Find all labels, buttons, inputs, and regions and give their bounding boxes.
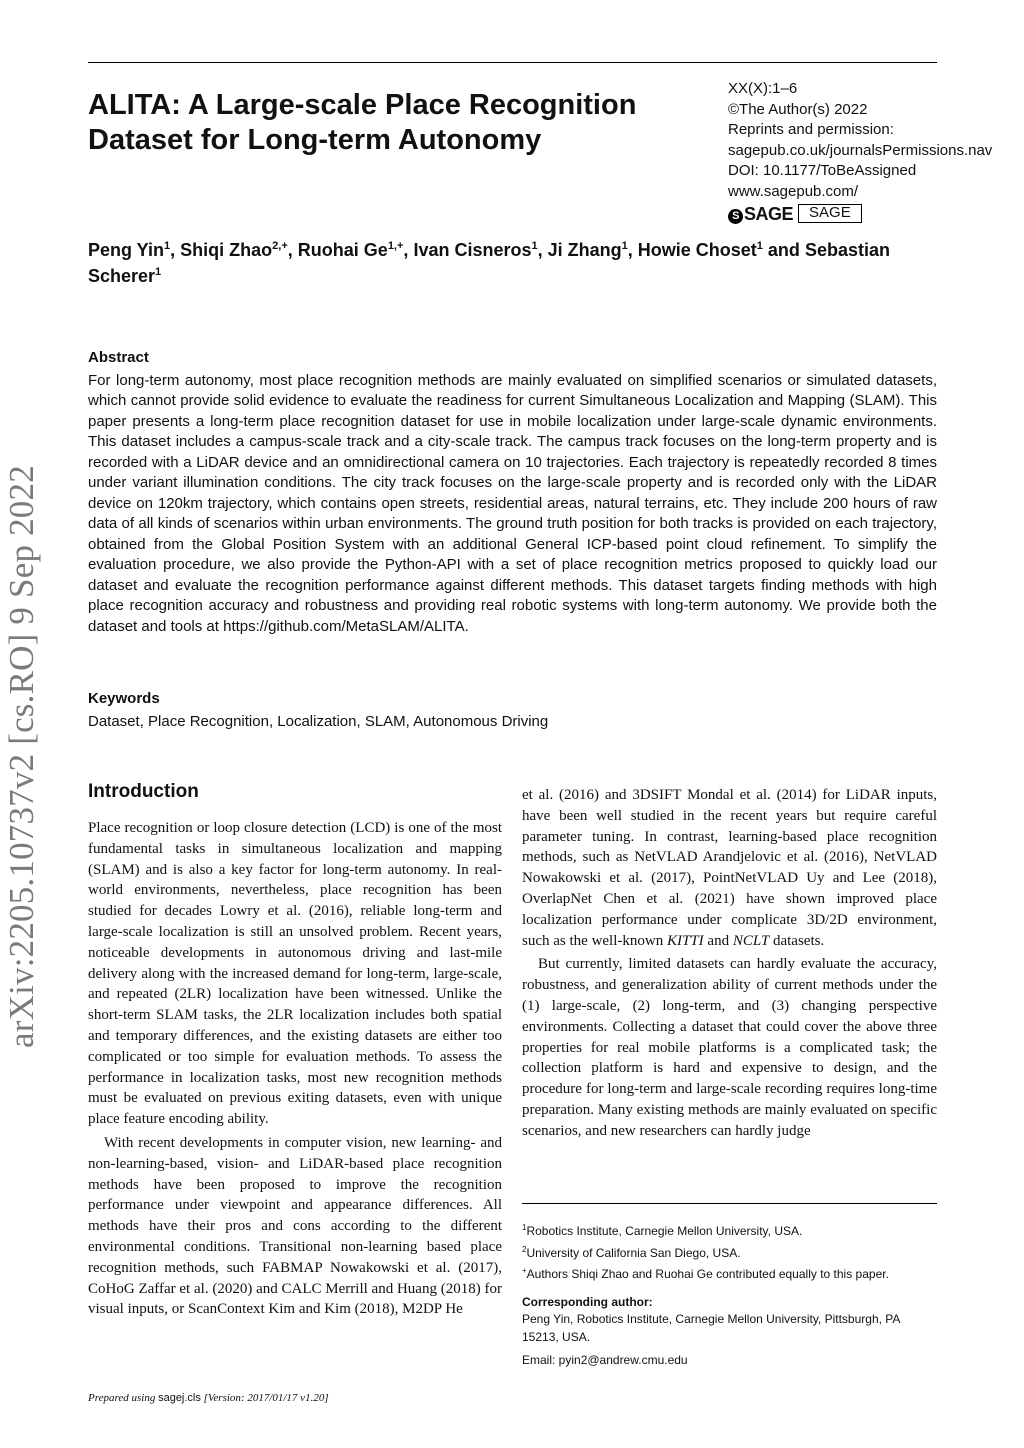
author-affiliation-mark: 1 bbox=[531, 240, 538, 252]
corresponding-author-address: Peng Yin, Robotics Institute, Carnegie Mellon University, Pittsburgh, PA 15213, USA. bbox=[522, 1312, 900, 1344]
introduction-heading: Introduction bbox=[88, 781, 199, 802]
sage-circle-icon: S bbox=[728, 209, 743, 224]
author-list bbox=[88, 237, 938, 289]
corresponding-author-label: Corresponding author: bbox=[522, 1294, 653, 1309]
website: www.sagepub.com/ bbox=[728, 182, 859, 200]
intro-paragraph-3-end: datasets. bbox=[769, 932, 825, 949]
footnote-mark: + bbox=[522, 1266, 527, 1275]
author-affiliation-mark: 2,+ bbox=[272, 240, 288, 252]
sage-logo-row bbox=[728, 204, 992, 225]
prepared-using-footer bbox=[88, 1392, 329, 1404]
footnote-text: Robotics Institute, Carnegie Mellon University, USA. bbox=[526, 1224, 803, 1238]
kitti-dataset: KITTI bbox=[666, 932, 704, 949]
arxiv-stamp: arXiv:2205.10737v2 [cs.RO] 9 Sep 2022 bbox=[2, 465, 41, 1048]
keywords-label: Keywords bbox=[88, 690, 160, 707]
keywords-text: Dataset, Place Recognition, Localization, SLAM, Autonomous Driving bbox=[88, 712, 549, 730]
footnote-2 bbox=[522, 1241, 937, 1263]
corresponding-author-email: Email: pyin2@andrew.cmu.edu bbox=[522, 1353, 688, 1367]
author-affiliation-mark: 1 bbox=[164, 240, 171, 252]
author-name: Peng Yin bbox=[88, 240, 165, 260]
intro-paragraph-4: But currently, limited datasets can hardly evaluate the accuracy, robustness, and generalization ability of current methods under the (1) large-scale, (2) long-term, and (3) changing perspective environments. Collecting a dataset that could cover the above three properties for real mobile platforms is a complicated task; the collection platform is hard and expensive to design, and the procedure for long-term and large-scale recording requires long-time preparation. Many existing methods are mainly evaluated on specific scenarios, and new researchers can hardly judge bbox=[522, 956, 937, 1139]
footnote-1 bbox=[522, 1219, 937, 1241]
author-name: Shiqi Zhao bbox=[180, 240, 273, 260]
sage-box: SAGE bbox=[798, 204, 862, 223]
paper-title: ALITA: A Large-scale Place Recognition Dataset for Long-term Autonomy bbox=[88, 89, 637, 156]
prepared-prefix: Prepared using bbox=[88, 1392, 159, 1404]
author-separator: , bbox=[170, 240, 181, 260]
intro-paragraph-2: With recent developments in computer vision, new learning- and non-learning-based, vision- and LiDAR-based place recognition methods have been proposed to improve the recognition performance under viewpoint and appearance differences. All methods have their pros and cons according to the different environmental conditions. Transitional non-learning based place recognition methods, such FABMAP Nowakowski et al. (2017), CoHoG Zaffar et al. (2020) and CALC Merrill and Huang (2018) for visual inputs, or ScanContext Kim and Kim (2018), M2DP He bbox=[88, 1134, 502, 1318]
abstract bbox=[88, 348, 937, 637]
author-affiliation-mark: 1 bbox=[621, 240, 628, 252]
author-separator: , bbox=[403, 240, 414, 260]
author-separator: and bbox=[762, 240, 805, 260]
footnote-text: University of California San Diego, USA. bbox=[526, 1245, 741, 1260]
author-affiliation-mark: 1,+ bbox=[387, 240, 404, 252]
author-separator: , bbox=[537, 240, 548, 260]
author-separator: , bbox=[287, 240, 298, 260]
abstract-text: For long-term autonomy, most place recognition methods are mainly evaluated on simplified scenarios or simulated datasets, which cannot provide solid evidence to evaluate the readiness for current Simultaneous Localization and Mapping (SLAM). This paper presents a long-term place recognition dataset for use in mobile localization under large-scale dynamic environments. This dataset includes a campus-scale track and a city-scale track. The campus track focuses on the long-term property and is recorded with a LiDAR device and an omnidirectional camera on 10 trajectories. Each trajectory is repeatedly recorded 8 times under variant illumination conditions. The city track focuses on the large-scale property and is recorded only with the LiDAR device on 120km trajectory, which contains open streets, residential areas, natural terrains, etc. They include 200 hours of raw data of all kinds of scenarios within urban environments. The ground truth position for both tracks is provided on each trajectory, obtained from the Global Position System with an additional General ICP-based point cloud refinement. To simplify the evaluation procedure, we also provide the Python-API with a set of place recognition metrics proposed to quickly load our dataset and evaluate the recognition performance against different methods. This dataset targets finding methods with high place recognition accuracy and robustness and providing real robotic systems with long-term autonomy. We provide both the dataset and tools at https://github.com/MetaSLAM/ALITA. bbox=[88, 371, 937, 635]
prepared-version: [Version: 2017/01/17 v1.20] bbox=[200, 1392, 329, 1404]
sage-logo bbox=[728, 204, 793, 225]
journal-meta bbox=[728, 79, 992, 224]
sage-logo-text: SAGE bbox=[744, 203, 794, 224]
footnote-rule bbox=[522, 1203, 937, 1204]
author-affiliation-mark: 1 bbox=[155, 266, 162, 278]
author-name: Ruohai Ge bbox=[297, 240, 388, 260]
footnote-mark: 1 bbox=[522, 1223, 527, 1232]
author-affiliation-mark: 1 bbox=[756, 240, 763, 252]
reprints-label: Reprints and permission: bbox=[728, 121, 894, 139]
doi: DOI: 10.1177/ToBeAssigned bbox=[728, 162, 917, 180]
footnote-3 bbox=[522, 1262, 937, 1284]
cls-filename: sagej.cls bbox=[158, 1392, 201, 1404]
author-name: Howie Choset bbox=[637, 240, 757, 260]
journal-volume: XX(X):1–6 bbox=[728, 80, 798, 97]
left-column bbox=[88, 818, 502, 1320]
author-name: Sebastian Scherer bbox=[88, 240, 890, 286]
footnote-mark: 2 bbox=[522, 1244, 527, 1254]
nclt-dataset: NCLT bbox=[732, 932, 770, 949]
author-separator: , bbox=[627, 240, 638, 260]
permissions-url: sagepub.co.uk/journalsPermissions.nav bbox=[728, 141, 993, 159]
top-rule bbox=[88, 62, 937, 63]
intro-paragraph-3-text: et al. (2016) and 3DSIFT Mondal et al. (2014) for LiDAR inputs, have been well studied in the recent years but require careful parameter tuning. In contrast, learning-based place recognition methods, such as NetVLAD Arandjelovic et al. (2016), NetVLAD Nowakowski et al. (2017), PointNetVLAD Uy and Lee (2018), OverlapNet Chen et al. (2021) have shown improved place localization performance under complicate 3D/2D environment, such as the well-known bbox=[522, 787, 937, 949]
intro-paragraph-3 bbox=[522, 785, 937, 951]
and-text: and bbox=[703, 932, 733, 949]
keywords bbox=[88, 689, 937, 732]
footnote-text: Authors Shiqi Zhao and Ruohai Ge contributed equally to this paper. bbox=[526, 1267, 889, 1281]
footnotes bbox=[522, 1219, 937, 1370]
intro-paragraph-1: Place recognition or loop closure detection (LCD) is one of the most fundamental tasks in simultaneous localization and mapping (SLAM) and is also a key factor for long-term autonomy. In real-world environments, nevertheless, place recognition has been studied for decades Lowry et al. (2016), reliable long-term and large-scale localization is still an unsolved problem. Recent years, noticeable developments in autonomous driving and last-mile delivery along with the increased demand for long-term, large-scale, and repeated (2LR) localization have been witnessed. Unlike the short-term SLAM tasks, the 2LR localization includes both spatial and temporary differences, and the existing datasets are either too complicated or too simple for evaluation methods. To assess the performance in localization tasks, most new recognition methods must be evaluated on previous exiting datasets, even with unique place feature encoding ability. bbox=[88, 820, 502, 1128]
abstract-label: Abstract bbox=[88, 349, 149, 366]
copyright: ©The Author(s) 2022 bbox=[728, 100, 868, 118]
author-name: Ji Zhang bbox=[547, 240, 622, 260]
right-column bbox=[522, 785, 937, 1142]
author-name: Ivan Cisneros bbox=[413, 240, 532, 260]
